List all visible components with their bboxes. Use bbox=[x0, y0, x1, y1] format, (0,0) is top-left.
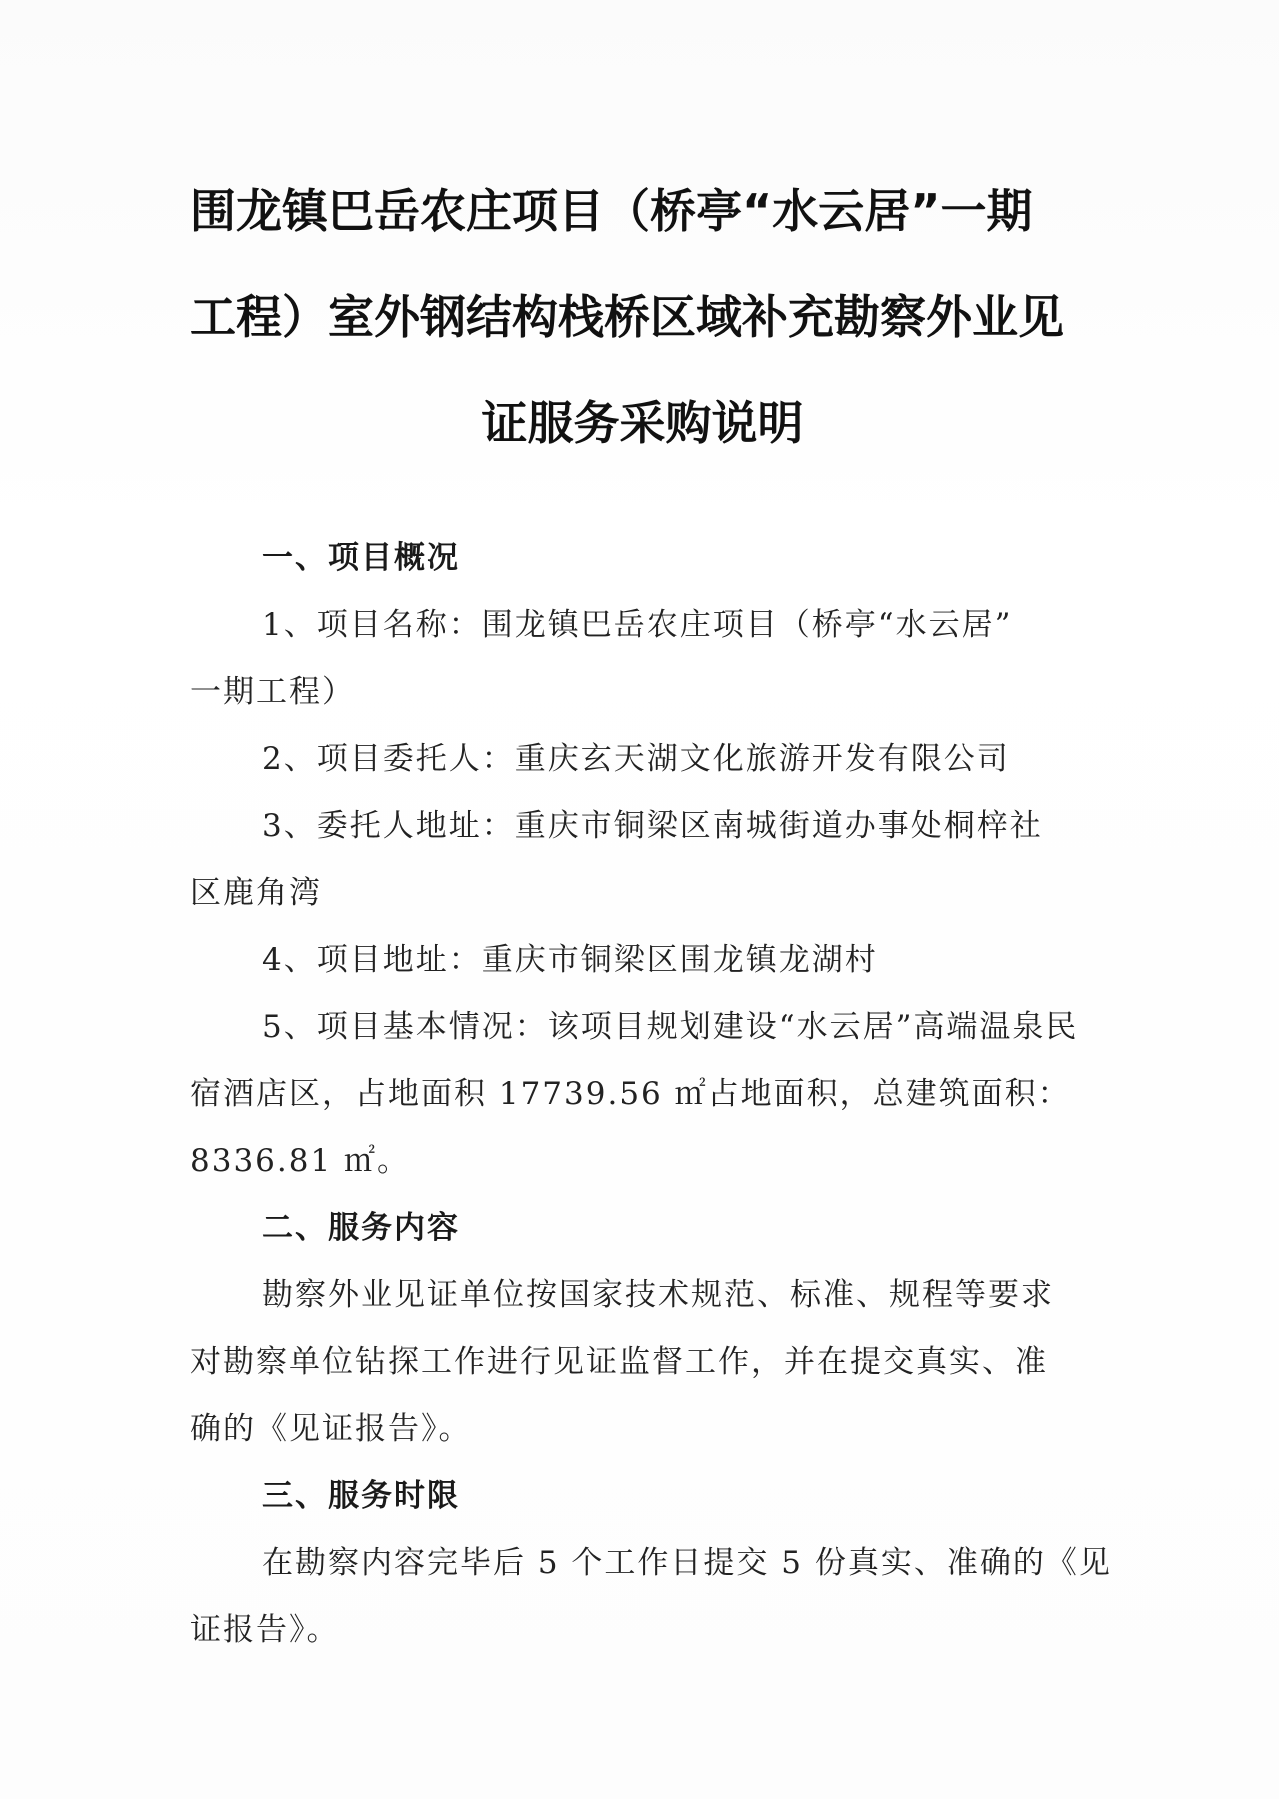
paragraph-line: 宿酒店区，占地面积 17739.56 ㎡占地面积，总建筑面积： bbox=[190, 1076, 1071, 1112]
paragraph-line: 一期工程） bbox=[190, 674, 355, 710]
document-body bbox=[190, 525, 1112, 1664]
paragraph-line: 8336.81 ㎡。 bbox=[190, 1143, 411, 1179]
project-address-item bbox=[190, 927, 1095, 994]
paragraph-line: 2、项目委托人：重庆玄天湖文化旅游开发有限公司 bbox=[262, 741, 1010, 777]
paragraph-line: 对勘察单位钻探工作进行见证监督工作，并在提交真实、准 bbox=[190, 1344, 1048, 1380]
paragraph-line: 3、委托人地址：重庆市铜梁区南城街道办事处桐梓社 bbox=[262, 808, 1043, 844]
project-client-item bbox=[190, 726, 1095, 793]
section-heading-service-content: 二、服务内容 bbox=[262, 1210, 460, 1246]
client-address-item bbox=[190, 793, 1095, 927]
paragraph-line: 区鹿角湾 bbox=[190, 875, 322, 911]
paragraph-line: 勘察外业见证单位按国家技术规范、标准、规程等要求 bbox=[262, 1277, 1054, 1313]
paragraph-line: 确的《见证报告》。 bbox=[190, 1411, 472, 1447]
section-heading-service-period: 三、服务时限 bbox=[262, 1478, 460, 1514]
section-heading-overview: 一、项目概况 bbox=[262, 540, 460, 576]
service-content-paragraph bbox=[190, 1262, 1095, 1463]
project-name-item bbox=[190, 592, 1095, 726]
project-basic-info-item bbox=[190, 994, 1095, 1195]
paragraph-line: 1、项目名称：围龙镇巴岳农庄项目（桥亭“水云居” bbox=[262, 607, 1013, 643]
title-line: 工程）室外钢结构栈桥区域补充勘察外业见 bbox=[190, 290, 1064, 344]
paragraph-line: 证报告》。 bbox=[190, 1612, 340, 1648]
document-title bbox=[190, 158, 1095, 476]
paragraph-line: 5、项目基本情况：该项目规划建设“水云居”高端温泉民 bbox=[262, 1009, 1079, 1045]
paragraph-line: 在勘察内容完毕后 5 个工作日提交 5 份真实、准确的《见 bbox=[262, 1545, 1112, 1581]
paragraph-line: 4、项目地址：重庆市铜梁区围龙镇龙湖村 bbox=[262, 942, 878, 978]
service-period-paragraph bbox=[190, 1530, 1112, 1664]
title-line: 围龙镇巴岳农庄项目（桥亭“水云居”一期 bbox=[190, 184, 1033, 238]
title-line: 证服务采购说明 bbox=[481, 396, 804, 450]
